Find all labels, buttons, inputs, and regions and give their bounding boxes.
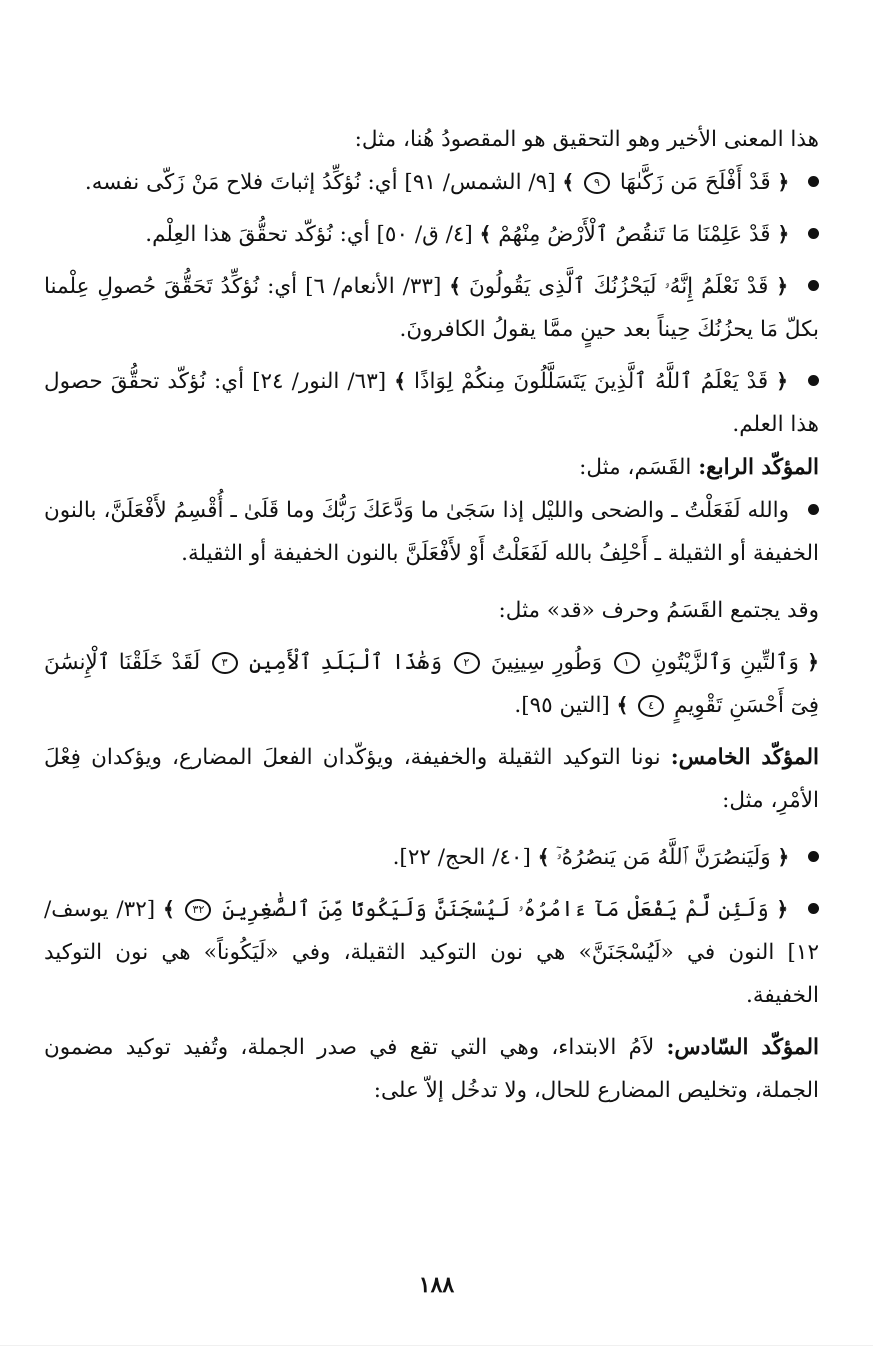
open-bracket: ﴿ <box>807 650 820 674</box>
section-6-paragraph <box>44 1026 819 1112</box>
verse-reference: [٤/ ق/ ٥٠] <box>376 222 473 247</box>
verse-explanation: أي: نُؤكّد تحقُّقَ حصول هذا العلم. <box>44 369 819 437</box>
example-6 <box>44 641 819 727</box>
bullet-icon <box>808 280 819 291</box>
intro-text: هذا المعنى الأخير وهو التحقيق هو المقصودُ هُنا، مثل: <box>354 127 819 152</box>
bullet-icon <box>808 504 819 515</box>
close-bracket: ﴾ <box>479 222 492 246</box>
section-heading: المؤكّد السّادس: <box>666 1035 819 1060</box>
verse-reference: [٣٢/ يوسف/ ١٢] <box>44 897 819 965</box>
close-bracket: ﴾ <box>616 693 629 717</box>
bullet-icon <box>808 375 819 386</box>
open-bracket: ﴿ <box>776 897 789 921</box>
ayah-number-marker: ٣ <box>212 652 238 674</box>
close-bracket: ﴾ <box>394 369 406 393</box>
quran-verse: وَلَئِن لَّمْ يَفْعَلْ مَآ ءَامُرُهُۥ لَيُسْجَنَنَّ وَلَيَكُونًا مِّنَ ٱلصَّٰغِرِينَ <box>222 897 769 922</box>
combine-paragraph <box>44 589 819 632</box>
intro-paragraph <box>44 118 819 161</box>
bullet-icon <box>808 851 819 862</box>
verse-reference: [٣٣/ الأنعام/ ٦] <box>305 274 442 299</box>
quran-verse-part-4: لَقَدْ خَلَقْنَا ٱلْإِنسَٰنَ فِىٓ أَحْسَنِ تَقْوِيمٍ <box>44 650 819 718</box>
verse-explanation: أي: نُؤكّد تحقُّقَ هذا العِلْم. <box>145 222 370 247</box>
verse-reference: [٤٠/ الحج/ ٢٢]. <box>392 845 531 870</box>
ayah-number-marker: ٣٢ <box>185 899 211 921</box>
section-heading: المؤكّد الخامس: <box>670 745 819 770</box>
verse-explanation: أي: نُؤكِّدُ إثباتَ فلاح مَنْ زَكّى نفسه. <box>84 170 398 195</box>
combine-text: وقد يجتمع القَسَمُ وحرف «قد» مثل: <box>498 598 819 623</box>
example-4 <box>44 360 819 446</box>
example-8 <box>44 888 819 1017</box>
open-bracket: ﴿ <box>777 222 790 246</box>
verse-reference: [٩/ الشمس/ ٩١] <box>404 170 556 195</box>
verse-explanation: النون في «لَيُسْجَنَنَّ» هي نون التوكيد الثقيلة، وفي «لَيَكُوناً» هي نون التوكيد الخفيفة. <box>44 940 819 1008</box>
bullet-icon <box>808 228 819 239</box>
close-bracket: ﴾ <box>562 170 575 194</box>
bullet-icon <box>808 903 819 914</box>
page-body <box>44 118 819 1112</box>
example-5 <box>44 489 819 575</box>
example-3 <box>44 265 819 351</box>
quran-verse-part-1: وَٱلتِّينِ وَٱلزَّيْتُونِ <box>650 650 799 675</box>
ayah-number-marker: ٢ <box>454 652 480 674</box>
section-text: لاَمُ الابتداء، وهي التي تقع في صدر الجملة، وتُفيد توكيد مضمون الجملة، وتخليص المضارع للحال، ولا تدخُل إلاّ على: <box>44 1035 819 1103</box>
quran-verse-part-2: وَطُورِ سِينِينَ <box>490 650 603 675</box>
verse-explanation: أي: نُؤكِّدُ تَحَقُّقَ حُصولِ عِلْمنا بكلّ مَا يحزُنُكَ حِيناً بعد حينٍ ممَّا يقولُ الكافرونَ. <box>44 274 819 342</box>
ayah-number-marker: ١ <box>614 652 640 674</box>
verse-reference: [٦٣/ النور/ ٢٤] <box>252 369 387 394</box>
section-5-paragraph <box>44 736 819 822</box>
quran-verse: قَدْ يَعْلَمُ ٱللَّهُ ٱلَّذِينَ يَتَسَلَّلُونَ مِنكُمْ لِوَاذًا <box>413 369 769 394</box>
quran-verse: قَدْ أَفْلَحَ مَن زَكَّىٰهَا <box>619 170 771 195</box>
quran-verse: قَدْ نَعْلَمُ إِنَّهُۥ لَيَحْزُنُكَ ٱلَّذِى يَقُولُونَ <box>468 274 769 299</box>
section-4-paragraph <box>44 446 819 489</box>
example-2 <box>44 213 819 256</box>
open-bracket: ﴿ <box>777 170 790 194</box>
section-heading: المؤكّد الرابع: <box>698 455 819 480</box>
open-bracket: ﴿ <box>776 274 789 298</box>
example-7 <box>44 836 819 879</box>
quran-verse-part-3: وَهَٰذَا ٱلْبَلَدِ ٱلْأَمِينِ <box>248 650 443 675</box>
open-bracket: ﴿ <box>776 369 788 393</box>
close-bracket: ﴾ <box>162 897 175 921</box>
section-text: القَسَم، مثل: <box>579 455 692 480</box>
bullet-icon <box>808 176 819 187</box>
close-bracket: ﴾ <box>537 845 550 869</box>
section-text: نونا التوكيد الثقيلة والخفيفة، ويؤكّدان الفعلَ المضارع، ويؤكدان فِعْلَ الأمْرِ، مثل: <box>44 745 819 813</box>
close-bracket: ﴾ <box>449 274 461 298</box>
ayah-number-marker: ٤ <box>638 695 664 717</box>
page-edge-divider <box>0 1345 873 1346</box>
verse-reference: [التين ٩٥]. <box>514 693 610 718</box>
example-1 <box>44 161 819 204</box>
page-number: ١٨٨ <box>418 1272 455 1298</box>
quran-verse: قَدْ عَلِمْنَا مَا تَنقُصُ ٱلْأَرْضُ مِنْهُمْ <box>498 222 771 247</box>
ayah-number-marker: ٩ <box>584 172 610 194</box>
quran-verse: وَلَيَنصُرَنَّ ٱللَّهُ مَن يَنصُرُهُۥٓ <box>556 845 771 870</box>
example-text: والله لَفَعَلْتُ ـ والضحى والليْل إذا سَجَىٰ ما وَدَّعَكَ رَبُّكَ وما قَلَىٰ ـ أُقْسِمُ لأَفْعَلَنَّ، بالنون الخفيفة أو الثقيلة ـ أَحْلِفُ بالله لَفَعَلْتُ أَوْ لأَفْعَلَنَّ بالنون الخفيفة أو الثقيلة. <box>44 498 819 566</box>
open-bracket: ﴿ <box>777 845 790 869</box>
